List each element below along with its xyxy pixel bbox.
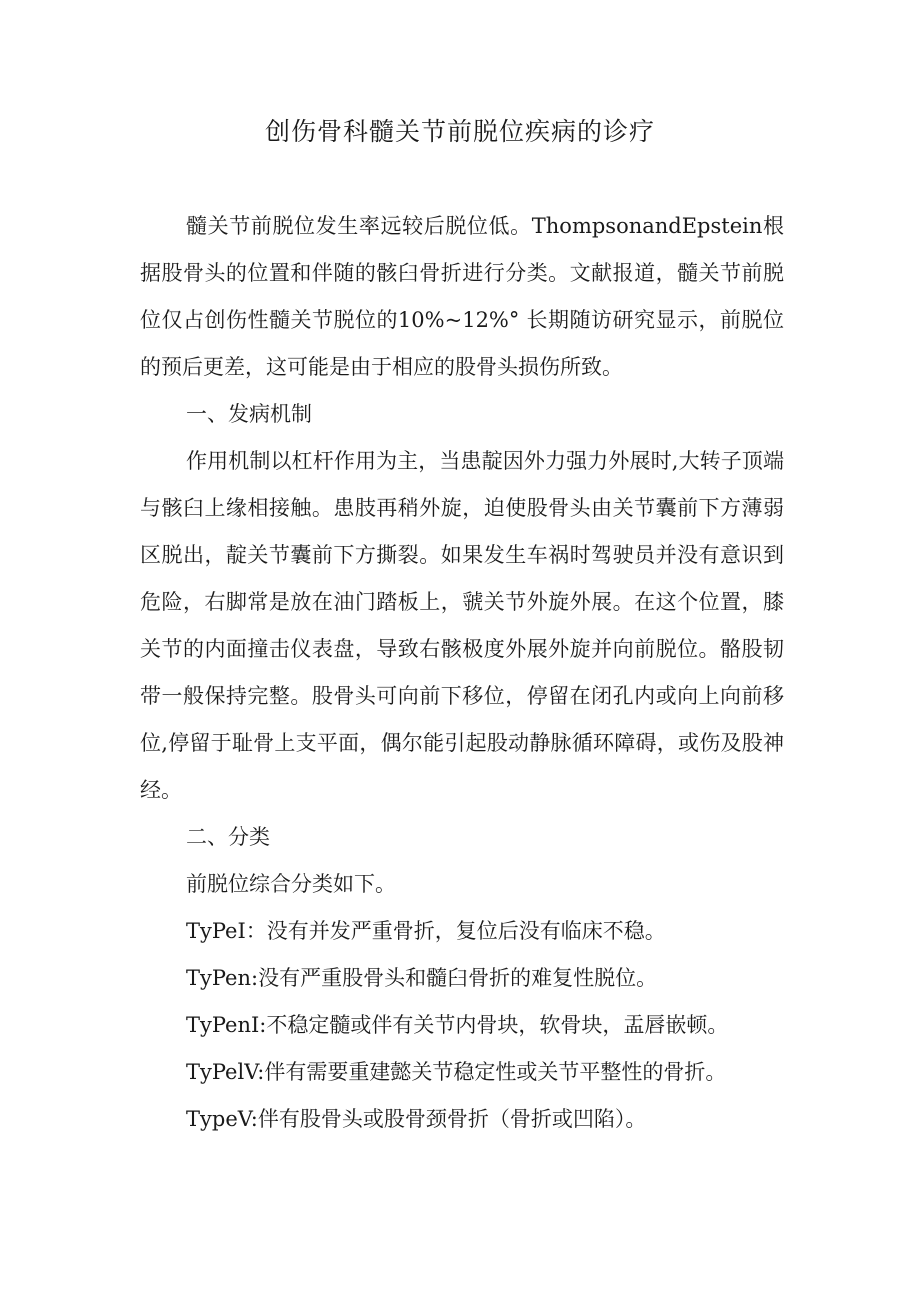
classification-type-1: TyPeI：没有并发严重骨折，复位后没有临床不稳。	[186, 919, 666, 943]
paragraph-mechanism: 作用机制以杠杆作用为主，当患靛因外力强力外展时,大转子顶端与骸臼上缘相接触。患肢再稍外旋，迫使股骨头由关节囊前下方薄弱区脱出，靛关节囊前下方撕裂。如果发生车祸时驾驶员并没有意识到危险，右脚常是放在油门踏板上，虢关节外旋外展。在这个位置，膝关节的内面撞击仪表盘，导致右骸极度外展外旋并向前脱位。骼股韧带一般保持完整。股骨头可向前下移位，停留在闭孔内或向上向前移位,停留于耻骨上支平面，偶尔能引起股动静脉循环障碍，或伤及股神经。	[140, 449, 784, 802]
paragraph-intro: 髓关节前脱位发生率远较后脱位低。ThompsonandEpstein根据股骨头的位置和伴随的骸臼骨折进行分类。文献报道，髓关节前脱位仅占创伤性髓关节脱位的10%~12%° 长期随访研究显示，前脱位的预后更差，这可能是由于相应的股骨头损伤所致。	[140, 214, 784, 379]
classification-type-3: TyPenI:不稳定髓或伴有关节内骨块，软骨块，盂唇嵌顿。	[186, 1013, 729, 1037]
section-heading-classification: 二、分类	[186, 825, 270, 849]
paragraph-classification-intro: 前脱位综合分类如下。	[186, 872, 396, 896]
classification-type-5: TypeV:伴有股骨头或股骨颈骨折（骨折或凹陷）。	[186, 1107, 647, 1131]
document-title: 创伤骨科髓关节前脱位疾病的诊疗	[264, 117, 655, 146]
classification-type-4: TyPelV:伴有需要重建懿关节稳定性或关节平整性的骨折。	[186, 1060, 727, 1084]
document-body	[140, 203, 784, 1143]
classification-type-2: TyPen:没有严重股骨头和髓臼骨折的难复性脱位。	[186, 966, 658, 990]
section-heading-mechanism: 一、发病机制	[186, 402, 312, 426]
